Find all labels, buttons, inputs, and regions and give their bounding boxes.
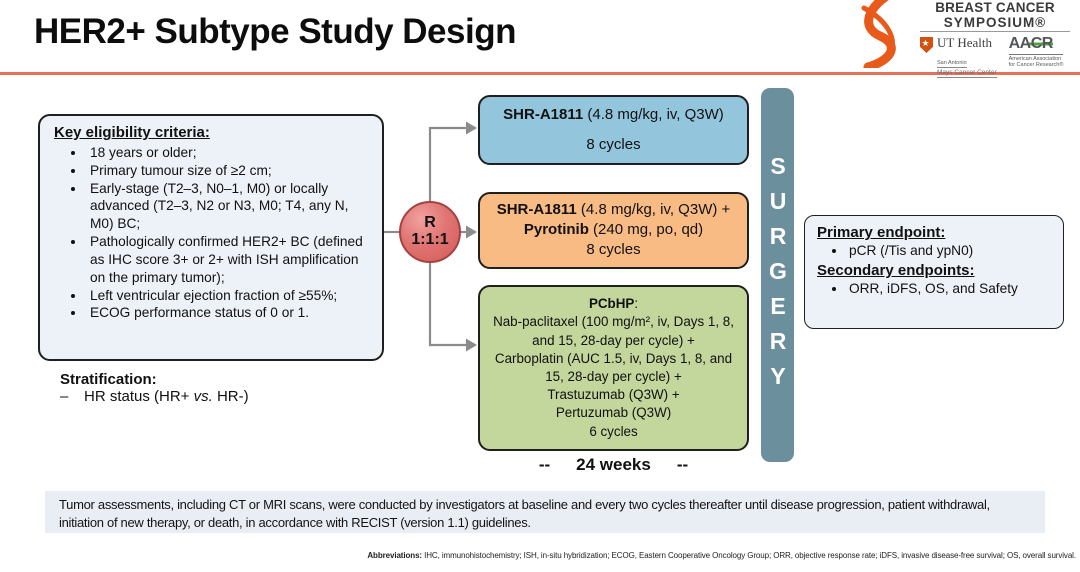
secondary-endpoints-title: Secondary endpoints: <box>817 262 975 279</box>
abbreviations-line <box>0 551 1076 560</box>
stratification-dash: – <box>60 388 69 405</box>
ut-health-sub1: San Antonio <box>937 60 967 66</box>
shield-icon <box>920 37 933 53</box>
aacr-logo <box>1009 35 1064 78</box>
randomization-letter: R <box>424 214 436 232</box>
abbreviations-label: Abbreviations: <box>367 551 422 560</box>
eligibility-item: • ECOG performance status of 0 or 1. <box>86 304 372 322</box>
timeline-dash-left: -- <box>538 455 551 474</box>
timeline-dash-right: -- <box>676 455 689 474</box>
secondary-endpoints-item: • ORR, iDFS, OS, and Safety <box>847 281 1053 296</box>
arm3-component: Trastuzumab (Q3W) + <box>547 387 680 403</box>
logo-divider <box>920 31 1070 32</box>
surgery-label: SURGERY <box>765 152 791 398</box>
arm3-component: Carboplatin (AUC 1.5, iv, Days 1, 8, and 15, 28-day per cycle) + <box>494 350 733 384</box>
secondary-endpoints-list <box>817 281 1053 296</box>
primary-endpoint-title: Primary endpoint: <box>817 224 946 241</box>
ut-health-logo <box>920 35 997 78</box>
title-accent-rule <box>0 72 1080 75</box>
timeline-duration <box>478 455 749 475</box>
arm-shr-a1811-box <box>478 95 749 165</box>
arm2-regimen-line1: SHR-A1811 (4.8 mg/kg, iv, Q3W) + <box>496 201 731 219</box>
aacr-sub1: American Association <box>1008 56 1062 62</box>
abbreviations-text: IHC, immunohistochemistry; ISH, in-situ hybridization; ECOG, Eastern Cooperative Oncology Group; ORR, objective response rate; iDFS, invasive disease-free survival; OS, overall survival. <box>421 551 1076 560</box>
arm-pcbhp-box <box>478 285 749 451</box>
eligibility-item: • Left ventricular ejection fraction of ≥55%; <box>86 287 372 305</box>
eligibility-box <box>38 114 384 361</box>
randomization-ratio: 1:1:1 <box>411 231 449 248</box>
symposium-line2: SYMPOSIUM® <box>943 15 1047 30</box>
surgery-bar <box>761 88 794 462</box>
ut-health-sub2: Mays Cancer Center <box>937 69 997 76</box>
arm3-component: Pertuzumab (Q3W) <box>555 405 672 421</box>
aacr-sub2: for Cancer Research® <box>1008 62 1064 68</box>
arm2-cycles: 8 cycles <box>586 240 641 258</box>
stratification-title: Stratification: <box>60 371 157 388</box>
eligibility-item: • Early-stage (T2–3, N0–1, M0) or locally advanced (T2–3, N2 or N3, M0; T4, any N, M0) BC; <box>86 180 372 233</box>
randomization-circle <box>399 201 461 263</box>
endpoints-box <box>804 215 1064 329</box>
ut-health-name: UT Health <box>937 35 992 50</box>
timeline-label: 24 weeks <box>576 455 651 474</box>
assessment-footnote: Tumor assessments, including CT or MRI scans, were conducted by investigators at baseline and every two cycles thereafter until disease progression, patient withdrawal, initiation of new therapy, or death, in accordance with RECIST (version 1.1) guidelines. <box>45 491 1045 533</box>
stratification-item: – HR status (HR+ vs. HR-) <box>60 388 249 405</box>
eligibility-item: • Primary tumour size of ≥2 cm; <box>86 162 372 180</box>
sabcs-ribbon-icon <box>834 0 920 68</box>
arm3-regimen-title: PCbHP: <box>588 296 639 312</box>
partner-logos <box>920 35 1063 78</box>
eligibility-item: • Pathologically confirmed HER2+ BC (defined as IHC score 3+ or 2+ with ISH amplification on the primary tumor); <box>86 233 372 286</box>
arm3-component: Nab-paclitaxel (100 mg/m², iv, Days 1, 8, and 15, 28-day per cycle) + <box>493 314 734 348</box>
aacr-wordmark: AACR <box>1008 35 1053 52</box>
primary-endpoint-item: • pCR (/Tis and ypN0) <box>847 243 1053 258</box>
eligibility-title: Key eligibility criteria: <box>54 124 210 141</box>
eligibility-item: • 18 years or older; <box>86 144 372 162</box>
eligibility-list <box>54 144 372 322</box>
symposium-wordmark <box>918 0 1072 30</box>
arm3-cycles: 6 cycles <box>589 423 638 439</box>
arm1-regimen: SHR-A1811 (4.8 mg/kg, iv, Q3W) <box>503 106 724 123</box>
header-logos <box>836 0 1074 76</box>
primary-endpoint-list <box>817 243 1053 258</box>
page-title: HER2+ Subtype Study Design <box>34 12 516 51</box>
arm2-regimen-line2: Pyrotinib (240 mg, po, qd) <box>523 221 704 239</box>
arm-shr-a1811-pyrotinib-box <box>478 192 749 269</box>
stratification <box>60 371 249 405</box>
arm1-cycles: 8 cycles <box>586 136 641 154</box>
symposium-line1: BREAST CANCER <box>935 0 1055 15</box>
